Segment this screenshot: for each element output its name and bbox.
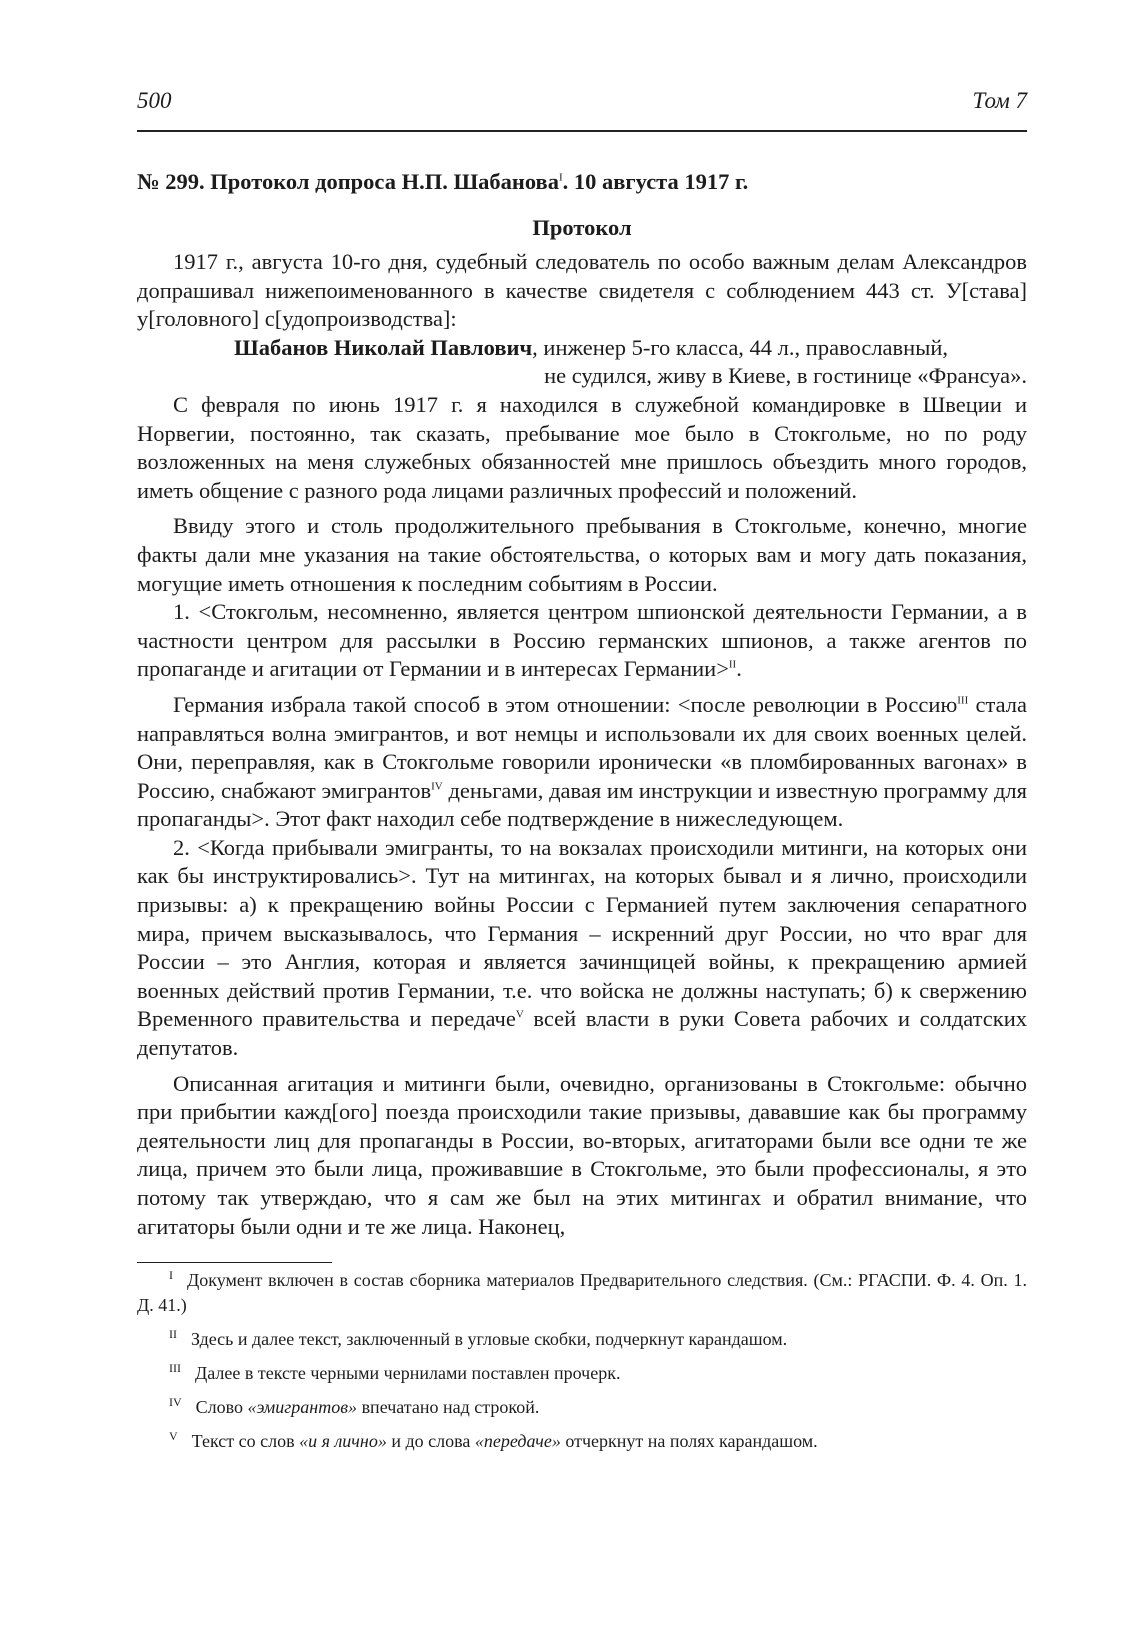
paragraph-1: С февраля по июнь 1917 г. я находился в служебной командировке в Швеции и Норвегии, постоянно, так сказать, пребывание мое было в Стокгольме, но по роду возложенных на меня служебных обязанностей мне пришлось объездить много городов, иметь общение с разного рода лицами различных профессий и положений. (137, 391, 1027, 503)
footnote-quoted-end: «передаче» (474, 1431, 561, 1451)
footnote-text-pre: Слово (195, 1397, 248, 1417)
footnote-text: Далее в тексте черными чернилами поставлен прочерк. (195, 1363, 621, 1383)
section-title: Протокол (532, 215, 632, 240)
paragraph-6: Описанная агитация и митинги были, очевидно, организованы в Стокгольме: обычно при прибытии кажд[ого] поезда происходили такие призывы, дававшие как бы программу деятельности лиц для пропаганды в России, во-вторых, агитаторами были все одни те же лица, причем это были лица, проживавшие в Стокгольме, это были профессионалы, я это потому так утверждаю, что я сам же был на этих митингах и обратил внимание, что агитаторы были одни и те же лица. Наконец, (137, 1070, 1027, 1239)
page-number: 500 (137, 88, 172, 113)
footnote-quoted-word: «эмигрантов» (247, 1397, 358, 1417)
document-title-text: № 299. Протокол допроса Н.П. Шабанова (137, 169, 559, 194)
paragraph-5-text-b: всей власти в руки Совета рабочих и солдатских депутатов. (137, 1006, 1027, 1061)
document-title (137, 169, 1027, 195)
footnote-mark: IV (169, 1395, 182, 1409)
paragraph-2: Ввиду этого и столь продолжительного пребывания в Стокгольме, конечно, многие факты дали мне указания на такие обстоятельства, о которых вам и могу дать показания, могущие иметь отношения к последним событиям в России. (137, 513, 1027, 596)
paragraph-3 (137, 598, 1027, 684)
footnote-text-pre: Текст со слов (191, 1431, 300, 1451)
footnote-ref-4[interactable]: IV (431, 780, 443, 793)
witness-line-2: не судился, живу в Киеве, в гостинице «Франсуа». (544, 363, 1027, 389)
paragraph-intro: 1917 г., августа 10-го дня, судебный следователь по особо важным делам Александров допрашивал нижепоименованного в качестве свидетеля с соблюдением 443 ст. У[става] у[головного] с[удопроизводства]: (137, 249, 1027, 332)
footnote-5 (137, 1429, 1027, 1454)
witness-details: , инженер 5-го класса, 44 л., православный, (532, 334, 948, 360)
document-page (137, 0, 1027, 1631)
footnote-1 (137, 1268, 1027, 1318)
footnotes (137, 1268, 1027, 1463)
footnote-text: Здесь и далее текст, заключенный в угловые скобки, подчеркнут карандашом. (191, 1329, 788, 1349)
footnote-rule (137, 1262, 332, 1263)
footnote-ref-5[interactable]: V (515, 1008, 524, 1021)
witness-block (137, 334, 1027, 391)
footnote-mark: V (169, 1429, 178, 1443)
footnote-text-mid: и до слова (386, 1431, 475, 1451)
witness-name: Шабанов Николай Павлович (234, 334, 533, 360)
footnote-quoted-start: «и я лично» (299, 1431, 387, 1451)
running-head (137, 88, 1027, 128)
footnote-3 (137, 1361, 1027, 1386)
footnote-text: Документ включен в состав сборника материалов Предварительного следствия. (См.: РГАСПИ. Ф. 4. Оп. 1. Д. 41.) (137, 1270, 1027, 1315)
footnote-mark: I (169, 1268, 173, 1282)
paragraph-3-end: . (736, 656, 742, 682)
footnote-text-post: отчеркнут на полях карандашом. (560, 1431, 818, 1451)
footnote-text-post: впечатано над строкой. (357, 1397, 540, 1417)
footnote-4 (137, 1395, 1027, 1420)
document-title-date: . 10 августа 1917 г. (562, 169, 749, 194)
paragraph-4-text-c: деньгами, давая им инструкции и известную программу для пропаганды>. Этот факт находил себе подтверждение в нижеследующем. (137, 777, 1027, 832)
header-rule (137, 130, 1027, 132)
document-body (137, 248, 1027, 1241)
paragraph-5-text-a: 2. <Когда прибывали эмигранты, то на вокзалах происходили митинги, на которых они как бы инструктировались>. Тут на митингах, на которых бывал и я лично, происходили призывы: а) к прекращению войны России с Германией путем заключения сепаратного мира, причем высказывалось, что Германия – искренний друг России, но что враг для России – это Англия, которая и является зачинщицей войны, к прекращению армией военных действий против Германии, т.е. что войска не должны наступать; б) к свержению Временного правительства и передаче (137, 834, 1027, 1032)
witness-line-1 (234, 334, 1027, 363)
footnote-ref-3[interactable]: III (957, 694, 969, 707)
paragraph-3-text: 1. <Стокгольм, несомненно, является центром шпионской деятельности Германии, а в частности центром для рассылки в Россию германских шпионов, а также агентов по пропаганде и агитации от Германии и в интересах Германии> (137, 599, 1027, 682)
paragraph-4-text-a: Германия избрала такой способ в этом отношении: <после революции в Россию (173, 691, 958, 717)
footnote-ref-1[interactable]: I (558, 171, 563, 184)
volume-label: Том 7 (972, 88, 1027, 113)
footnote-ref-2[interactable]: II (728, 658, 737, 671)
footnote-mark: II (169, 1327, 177, 1341)
paragraph-4-text-b: стала направляться волна эмигрантов, и вот немцы и использовали их для своих военных целей. Они, переправляя, как в Стокгольме говорили иронически «в пломбированных вагонах» в Россию, снабжают эмигрантов (137, 691, 1028, 803)
paragraph-4 (137, 691, 1027, 834)
paragraph-5 (137, 834, 1027, 1063)
footnote-mark: III (169, 1361, 181, 1375)
footnote-2 (137, 1327, 1027, 1352)
